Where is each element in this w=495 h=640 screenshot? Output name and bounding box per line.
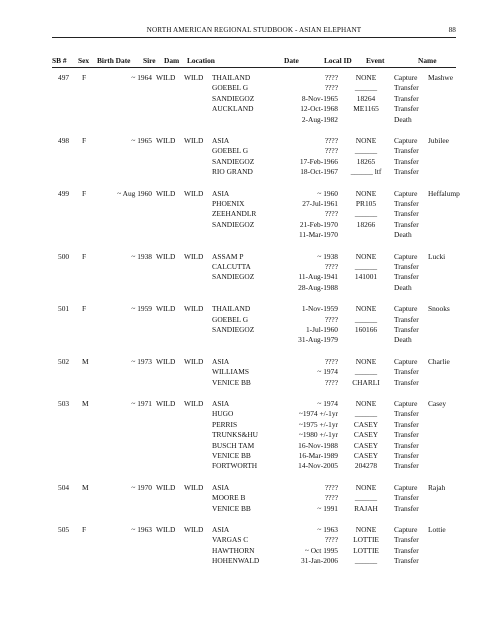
event-type: Transfer bbox=[394, 430, 419, 440]
event-location: SANDIEGOZ bbox=[212, 219, 255, 229]
event-type: Capture bbox=[394, 482, 418, 492]
event-location: PERRIS bbox=[212, 419, 238, 429]
event-date: 31-Jan-2006 bbox=[301, 556, 338, 566]
event-date: ???? bbox=[324, 262, 338, 271]
event-local-id: CASEY bbox=[353, 451, 379, 460]
event-location: ASIA bbox=[212, 525, 230, 534]
event-date: ???? bbox=[324, 482, 338, 492]
event-location: ASIA bbox=[212, 482, 230, 492]
event-location: ASIA bbox=[212, 136, 230, 145]
event-date: 21-Feb-1970 bbox=[299, 219, 338, 229]
event-location: HOHENWALD bbox=[212, 556, 260, 566]
event-type: Capture bbox=[394, 399, 418, 408]
event-date: ???? bbox=[324, 146, 338, 156]
event-local-id: ______ bbox=[354, 314, 378, 324]
event-type: Transfer bbox=[394, 146, 419, 156]
event-type: Transfer bbox=[394, 325, 419, 334]
sex: M bbox=[82, 356, 89, 366]
dam: WILD bbox=[184, 304, 204, 314]
event-local-id: NONE bbox=[355, 525, 377, 534]
dam: WILD bbox=[184, 482, 204, 492]
col-birth-date: Birth Date bbox=[97, 56, 131, 65]
event-type: Capture bbox=[394, 304, 418, 314]
event-date: ???? bbox=[324, 377, 338, 387]
event-date: ???? bbox=[324, 356, 338, 366]
event-type: Transfer bbox=[394, 377, 419, 387]
event-type: Transfer bbox=[394, 461, 419, 471]
event-location: ZEEHANDLR bbox=[212, 209, 257, 219]
event-type: Capture bbox=[394, 356, 418, 366]
event-location: HAWTHORN bbox=[212, 545, 255, 555]
event-local-id: NONE bbox=[355, 136, 377, 145]
sex: F bbox=[82, 188, 87, 198]
event-location: BUSCH TAM bbox=[212, 440, 255, 450]
event-type: Transfer bbox=[394, 451, 419, 460]
event-local-id: NONE bbox=[355, 251, 377, 261]
birth-date: ~ 1965 bbox=[131, 136, 152, 145]
sex: F bbox=[82, 251, 87, 261]
animal-name: Rajah bbox=[428, 482, 446, 492]
dam: WILD bbox=[184, 399, 204, 408]
event-local-id: CASEY bbox=[353, 419, 379, 429]
event-location: GOEBEL G bbox=[212, 83, 249, 93]
event-local-id: ______ ltf bbox=[350, 167, 382, 177]
sire: WILD bbox=[156, 136, 176, 145]
event-location: AUCKLAND bbox=[212, 104, 254, 114]
sex: M bbox=[82, 482, 89, 492]
event-local-id: CASEY bbox=[353, 440, 379, 450]
birth-date: ~ 1938 bbox=[131, 251, 152, 261]
birth-date: ~ 1964 bbox=[131, 73, 152, 82]
animal-name: Mashwe bbox=[428, 73, 454, 82]
birth-date: ~ Aug 1960 bbox=[117, 188, 152, 198]
animal-name: Lottie bbox=[428, 525, 446, 534]
event-date: ???? bbox=[324, 209, 338, 219]
event-local-id: PR105 bbox=[355, 199, 377, 208]
sire: WILD bbox=[156, 525, 176, 534]
event-date: 14-Nov-2005 bbox=[298, 461, 338, 471]
animal-name: Casey bbox=[428, 399, 447, 408]
sex: F bbox=[82, 304, 87, 314]
event-local-id: LOTTIE bbox=[353, 535, 379, 545]
event-date: ???? bbox=[324, 314, 338, 324]
event-local-id: ______ bbox=[354, 409, 378, 419]
event-date: ???? bbox=[324, 83, 338, 93]
event-date: ~ 1938 bbox=[317, 251, 338, 261]
sire: WILD bbox=[156, 356, 176, 366]
event-type: Transfer bbox=[394, 167, 419, 177]
event-location: THAILAND bbox=[212, 304, 251, 314]
event-date: ~1975 +/-1yr bbox=[298, 419, 338, 429]
event-type: Transfer bbox=[394, 93, 419, 103]
event-date: 16-Nov-1988 bbox=[298, 440, 338, 450]
event-location: CALCUTTA bbox=[212, 262, 251, 271]
event-local-id: ______ bbox=[354, 556, 378, 566]
col-date: Date bbox=[284, 56, 299, 65]
sb-number: 504 bbox=[58, 482, 70, 492]
event-type: Transfer bbox=[394, 262, 419, 271]
event-location: FORTWORTH bbox=[212, 461, 258, 471]
sire: WILD bbox=[156, 304, 176, 314]
col-event: Event bbox=[366, 56, 385, 65]
event-type: Transfer bbox=[394, 440, 419, 450]
event-location: WILLIAMS bbox=[212, 367, 249, 377]
event-local-id: NONE bbox=[355, 399, 377, 408]
event-date: 31-Aug-1979 bbox=[298, 335, 338, 345]
event-type: Transfer bbox=[394, 199, 419, 208]
event-local-id: 18266 bbox=[356, 219, 376, 229]
event-type: Transfer bbox=[394, 367, 419, 377]
event-local-id: RAJAH bbox=[354, 503, 378, 513]
animal-name: Jubilee bbox=[428, 136, 449, 145]
event-type: Capture bbox=[394, 525, 418, 534]
event-location: VENICE BB bbox=[212, 503, 251, 513]
event-date: ~ 1974 bbox=[317, 399, 338, 408]
event-location: ASIA bbox=[212, 399, 230, 408]
sb-number: 505 bbox=[58, 525, 70, 534]
event-location: MOORE B bbox=[212, 493, 246, 503]
event-location: SANDIEGOZ bbox=[212, 272, 255, 282]
event-type: Capture bbox=[394, 188, 418, 198]
event-local-id: NONE bbox=[355, 188, 377, 198]
event-date: 12-Oct-1968 bbox=[300, 104, 338, 114]
event-date: 17-Feb-1966 bbox=[299, 156, 338, 166]
sire: WILD bbox=[156, 482, 176, 492]
birth-date: ~ 1973 bbox=[131, 356, 152, 366]
event-location: VARGAS C bbox=[212, 535, 249, 545]
event-type: Capture bbox=[394, 251, 418, 261]
event-date: 16-Mar-1989 bbox=[298, 451, 338, 460]
sire: WILD bbox=[156, 251, 176, 261]
studbook-title: NORTH AMERICAN REGIONAL STUDBOOK - ASIAN ELEPHANT bbox=[146, 26, 362, 34]
sb-number: 502 bbox=[58, 356, 70, 366]
event-local-id: 204278 bbox=[354, 461, 378, 471]
dam: WILD bbox=[184, 188, 204, 198]
event-location: VENICE BB bbox=[212, 451, 251, 460]
sb-number: 499 bbox=[58, 188, 70, 198]
event-date: ???? bbox=[324, 535, 338, 545]
event-local-id: 160166 bbox=[354, 325, 378, 334]
birth-date: ~ 1970 bbox=[131, 482, 152, 492]
event-date: ~ 1960 bbox=[317, 188, 338, 198]
page-number: 88 bbox=[448, 26, 456, 34]
sb-number: 503 bbox=[58, 399, 70, 408]
event-type: Transfer bbox=[394, 104, 419, 114]
event-type: Death bbox=[394, 335, 412, 345]
event-location: ASIA bbox=[212, 188, 230, 198]
event-date: 28-Aug-1988 bbox=[298, 282, 338, 292]
event-location: ASIA bbox=[212, 356, 230, 366]
col-dam: Dam bbox=[164, 56, 180, 65]
sex: F bbox=[82, 136, 87, 145]
event-type: Transfer bbox=[394, 156, 419, 166]
dam: WILD bbox=[184, 73, 204, 82]
event-type: Transfer bbox=[394, 409, 419, 419]
event-date: 2-Aug-1982 bbox=[301, 114, 338, 124]
event-type: Death bbox=[394, 114, 412, 124]
event-location: SANDIEGOZ bbox=[212, 93, 255, 103]
event-type: Transfer bbox=[394, 503, 419, 513]
event-location: PHOENIX bbox=[212, 199, 245, 208]
col-sex: Sex bbox=[78, 56, 90, 65]
event-date: 27-Jul-1961 bbox=[302, 199, 338, 208]
event-date: ???? bbox=[324, 73, 338, 82]
sb-number: 501 bbox=[58, 304, 70, 314]
event-date: ~1980 +/-1yr bbox=[298, 430, 338, 440]
event-date: 8-Nov-1965 bbox=[301, 93, 338, 103]
sb-number: 500 bbox=[58, 251, 70, 261]
event-date: ???? bbox=[324, 136, 338, 145]
col-sire: Sire bbox=[143, 56, 156, 65]
event-date: ~1974 +/-1yr bbox=[298, 409, 338, 419]
event-local-id: ______ bbox=[354, 367, 378, 377]
event-local-id: NONE bbox=[355, 304, 377, 314]
event-location: ASSAM P bbox=[212, 251, 244, 261]
event-local-id: ______ bbox=[354, 493, 378, 503]
animal-name: Lucki bbox=[428, 251, 446, 261]
event-type: Death bbox=[394, 282, 412, 292]
event-type: Death bbox=[394, 230, 412, 240]
event-date: ~ 1963 bbox=[317, 525, 338, 534]
sb-number: 498 bbox=[58, 136, 70, 145]
event-local-id: CHARLI bbox=[352, 377, 380, 387]
event-local-id: 18265 bbox=[356, 156, 376, 166]
column-header-rule bbox=[52, 67, 456, 68]
event-type: Transfer bbox=[394, 493, 419, 503]
event-local-id: 141001 bbox=[354, 272, 378, 282]
event-location: SANDIEGOZ bbox=[212, 325, 255, 334]
sire: WILD bbox=[156, 73, 176, 82]
event-location: GOEBEL G bbox=[212, 146, 249, 156]
event-type: Transfer bbox=[394, 535, 419, 545]
sex: M bbox=[82, 399, 89, 408]
dam: WILD bbox=[184, 136, 204, 145]
event-date: ~ 1991 bbox=[317, 503, 338, 513]
event-date: 18-Oct-1967 bbox=[300, 167, 338, 177]
event-type: Transfer bbox=[394, 272, 419, 282]
event-local-id: NONE bbox=[355, 73, 377, 82]
event-type: Transfer bbox=[394, 209, 419, 219]
event-location: SANDIEGOZ bbox=[212, 156, 255, 166]
event-location: HUGO bbox=[212, 409, 234, 419]
event-local-id: ______ bbox=[354, 146, 378, 156]
event-local-id: 18264 bbox=[356, 93, 376, 103]
sex: F bbox=[82, 525, 87, 534]
event-location: THAILAND bbox=[212, 73, 251, 82]
animal-name: Charlie bbox=[428, 356, 450, 366]
event-local-id: NONE bbox=[355, 356, 377, 366]
event-location: GOEBEL G bbox=[212, 314, 249, 324]
event-date: ~ Oct 1995 bbox=[304, 545, 338, 555]
event-date: 1-Nov-1959 bbox=[301, 304, 338, 314]
event-date: 11-Mar-1970 bbox=[299, 230, 338, 240]
event-local-id: ______ bbox=[354, 262, 378, 271]
animal-name: Heffalump bbox=[428, 188, 460, 198]
event-local-id: ME1165 bbox=[353, 104, 379, 114]
event-type: Capture bbox=[394, 136, 418, 145]
event-type: Transfer bbox=[394, 83, 419, 93]
sex: F bbox=[82, 73, 87, 82]
event-date: ~ 1974 bbox=[317, 367, 338, 377]
animal-name: Snooks bbox=[428, 304, 450, 314]
col-name: Name bbox=[418, 56, 437, 65]
col-local-id: Local ID bbox=[324, 56, 352, 65]
col-location: Location bbox=[187, 56, 215, 65]
event-type: Capture bbox=[394, 73, 418, 82]
event-type: Transfer bbox=[394, 219, 419, 229]
sb-number: 497 bbox=[58, 73, 70, 82]
event-location: TRUNKS&HU bbox=[212, 430, 258, 440]
event-local-id: ______ bbox=[354, 83, 378, 93]
event-location: RIO GRAND bbox=[212, 167, 253, 177]
birth-date: ~ 1971 bbox=[131, 399, 152, 408]
event-local-id: NONE bbox=[355, 482, 377, 492]
event-type: Transfer bbox=[394, 545, 419, 555]
event-type: Transfer bbox=[394, 556, 419, 566]
sire: WILD bbox=[156, 399, 176, 408]
birth-date: ~ 1959 bbox=[131, 304, 152, 314]
event-local-id: CASEY bbox=[353, 430, 379, 440]
event-location: VENICE BB bbox=[212, 377, 251, 387]
event-type: Transfer bbox=[394, 419, 419, 429]
col-sb: SB # bbox=[52, 56, 67, 65]
header-rule bbox=[52, 37, 456, 38]
birth-date: ~ 1963 bbox=[131, 525, 152, 534]
event-local-id: ______ bbox=[354, 209, 378, 219]
dam: WILD bbox=[184, 356, 204, 366]
dam: WILD bbox=[184, 525, 204, 534]
event-date: 11-Aug-1941 bbox=[298, 272, 338, 282]
sire: WILD bbox=[156, 188, 176, 198]
event-type: Transfer bbox=[394, 314, 419, 324]
event-date: 1-Jul-1960 bbox=[305, 325, 338, 334]
event-local-id: LOTTIE bbox=[353, 545, 379, 555]
dam: WILD bbox=[184, 251, 204, 261]
event-date: ???? bbox=[324, 493, 338, 503]
